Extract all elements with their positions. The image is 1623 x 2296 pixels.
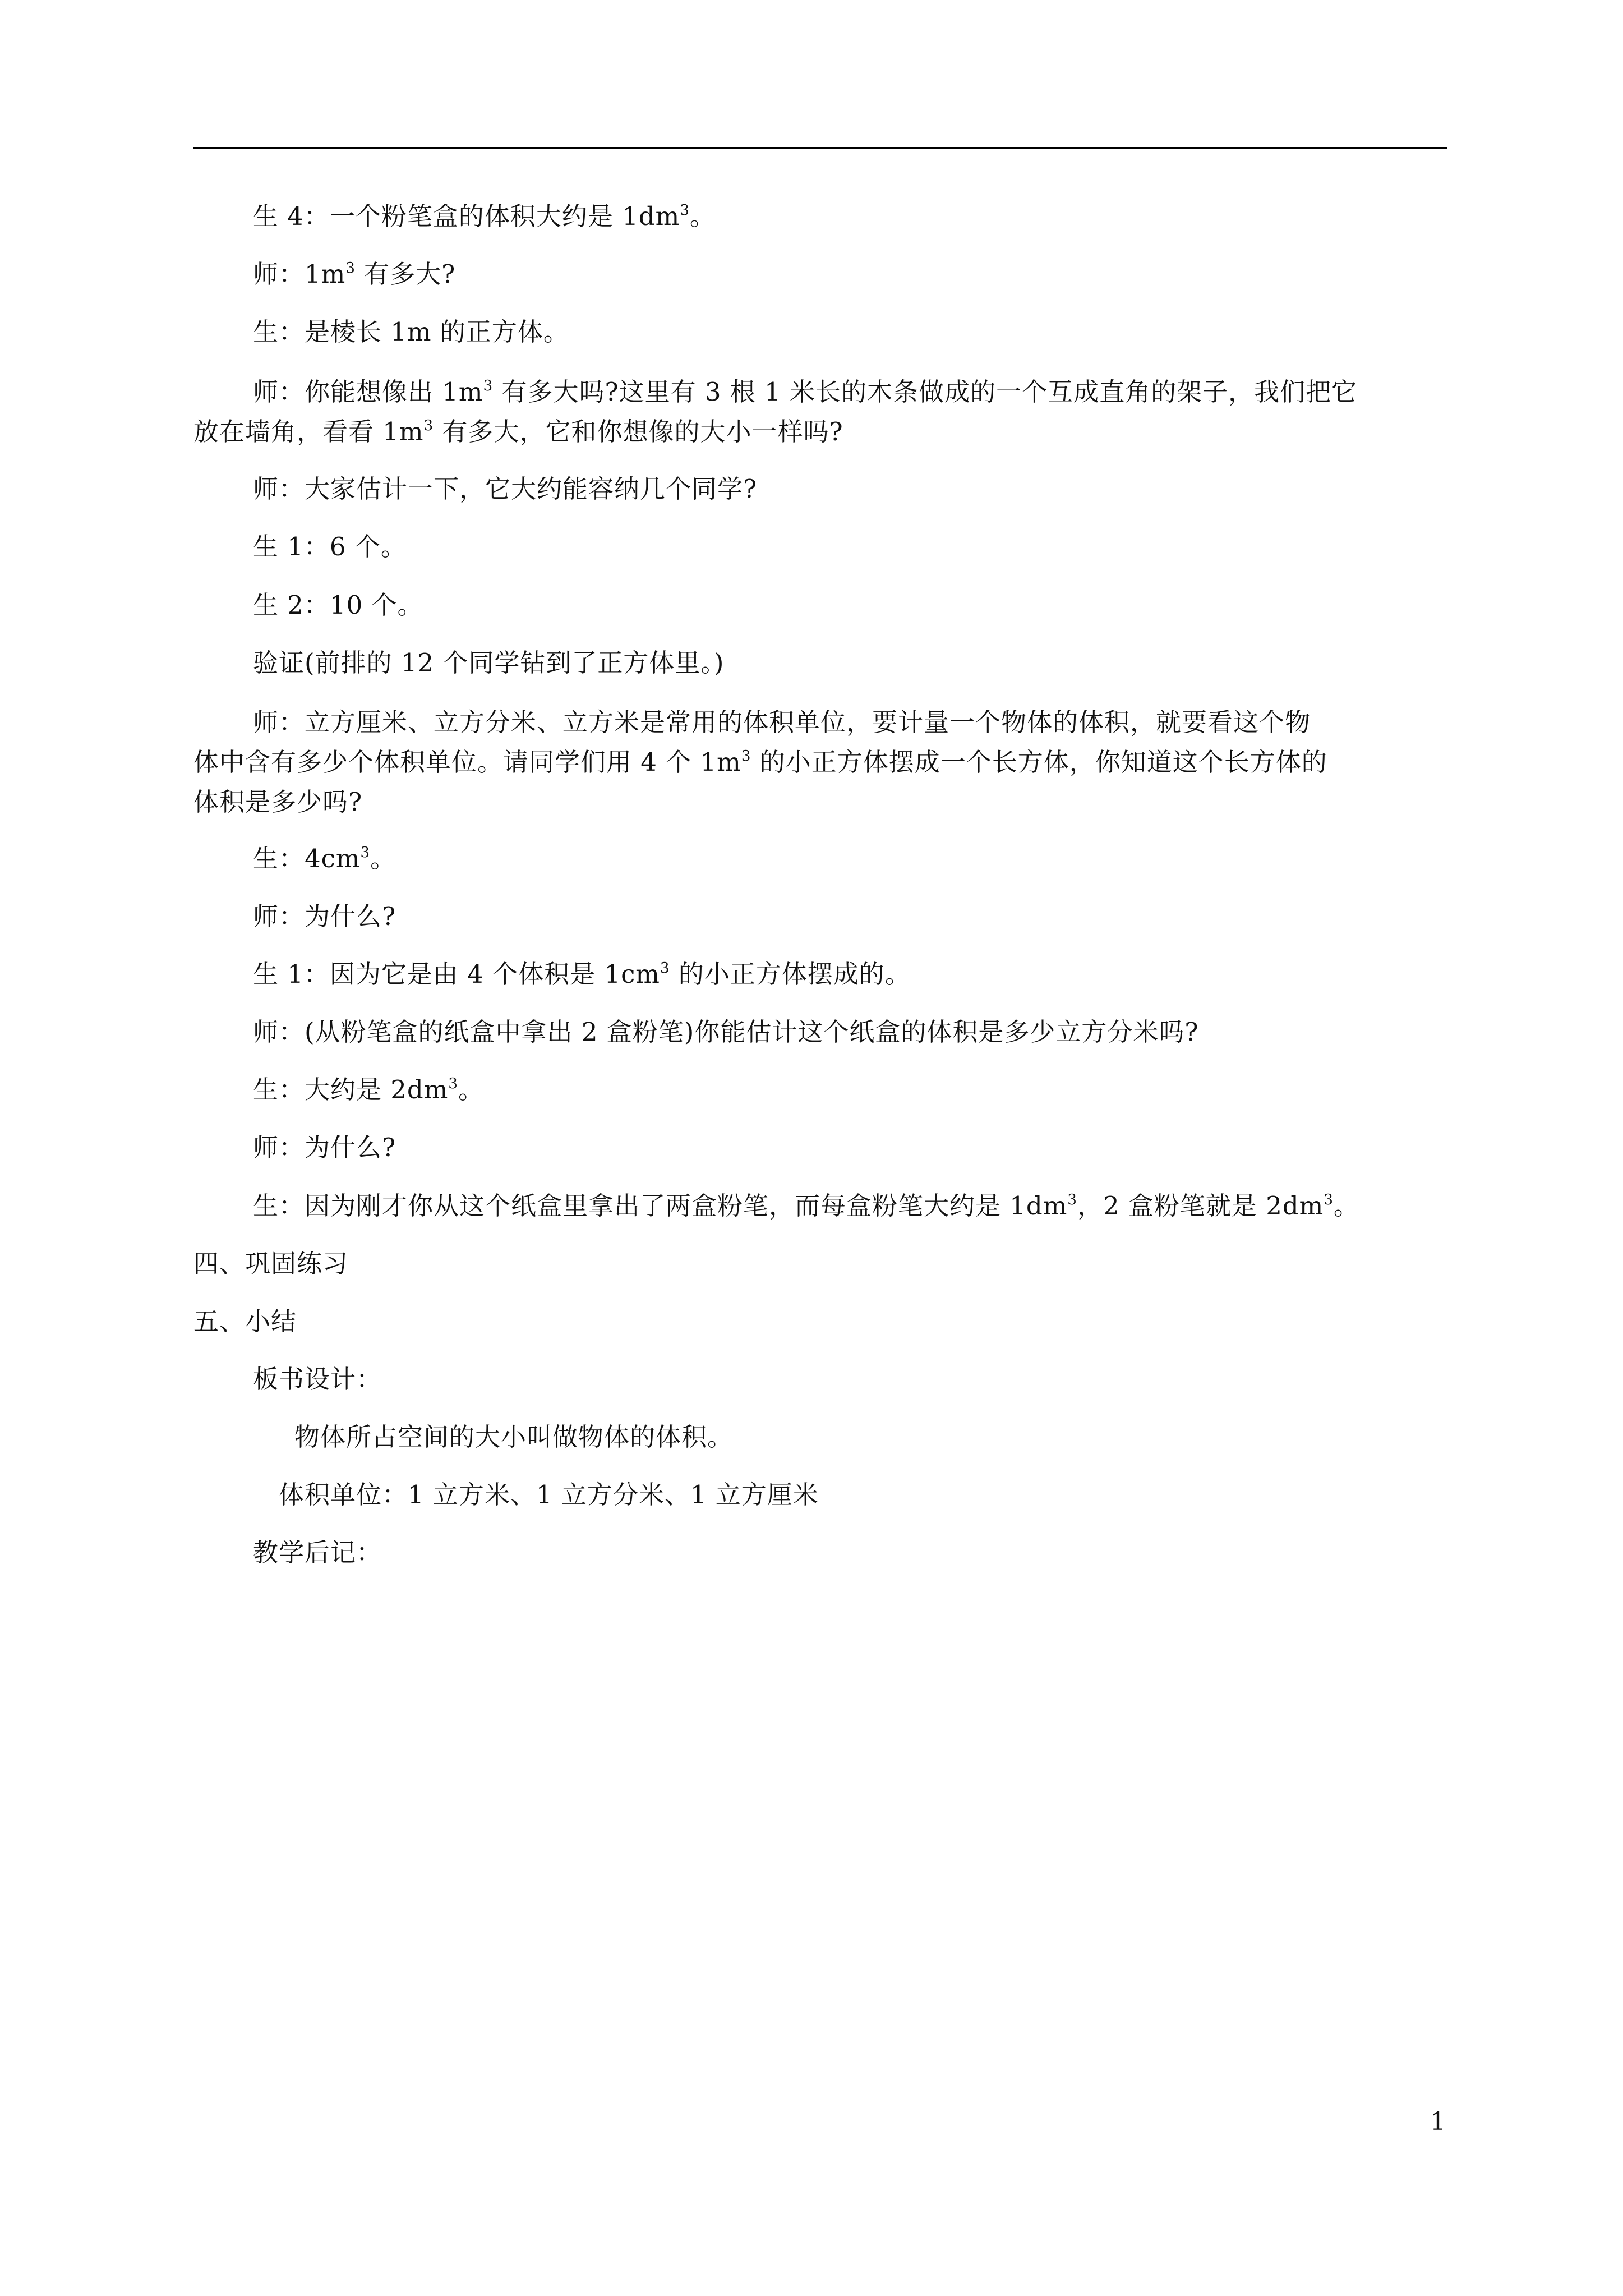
text-line: 生 4：一个粉笔盒的体积大约是 $1dm^3$。 <box>253 201 716 231</box>
text-line: 生 1：6 个。 <box>253 532 407 562</box>
paragraph <box>193 372 1357 452</box>
text-line: 生：因为刚才你从这个纸盒里拿出了两盒粉笔，而每盒粉笔大约是 $1dm^3$，2 盒粉笔就是 $2dm^3$。 <box>253 1191 1359 1221</box>
text-line: 物体所占空间的大小叫做物体的体积。 <box>294 1422 734 1452</box>
text-line: 师：大家估计一下，它大约能容纳几个同学? <box>253 474 758 504</box>
paragraph-line: 师：你能想像出 $1m^3$ 有多大吗?这里有 3 根 1 米长的木条做成的一个互成直角的架子，我们把它 <box>253 377 1358 407</box>
text-line: 板书设计： <box>253 1364 382 1394</box>
text-line: 生 1：因为它是由 4 个体积是 $1cm^3$ 的小正方体摆成的。 <box>253 959 911 989</box>
text-line: 生 2：10 个。 <box>253 590 423 620</box>
section-heading: 五、小结 <box>193 1306 297 1336</box>
paragraph-line: 放在墙角，看看 $1m^3$ 有多大，它和你想像的大小一样吗? <box>193 417 843 447</box>
text-line: 师：$1m^3$ 有多大? <box>253 259 456 289</box>
text-line: 体积单位：1 立方米、1 立方分米、1 立方厘米 <box>279 1480 819 1510</box>
paragraph-line: 体积是多少吗? <box>193 787 363 817</box>
text-line: 生：$4cm^3$。 <box>253 844 396 873</box>
header-rule <box>193 147 1447 149</box>
text-line: 生：是棱长 1m 的正方体。 <box>253 317 569 347</box>
paragraph <box>193 702 1327 822</box>
paragraph-line: 师：立方厘米、立方分米、立方米是常用的体积单位，要计量一个物体的体积，就要看这个物 <box>253 707 1311 737</box>
text-line: 生：大约是 $2dm^3$。 <box>253 1075 484 1105</box>
section-heading: 四、巩固练习 <box>193 1249 349 1278</box>
text-line: 师：为什么? <box>253 901 396 931</box>
text-line: 师：为什么? <box>253 1133 396 1162</box>
text-line: 验证(前排的 12 个同学钻到了正方体里。) <box>253 648 725 678</box>
text-line: 师：(从粉笔盒的纸盒中拿出 2 盒粉笔)你能估计这个纸盒的体积是多少立方分米吗? <box>253 1017 1199 1047</box>
text-line: 教学后记： <box>253 1538 382 1567</box>
paragraph-line: 体中含有多少个体积单位。请同学们用 4 个 $1m^3$ 的小正方体摆成一个长方体，你知道这个长方体的 <box>193 747 1327 777</box>
page-number: 1 <box>1430 2108 1446 2136</box>
